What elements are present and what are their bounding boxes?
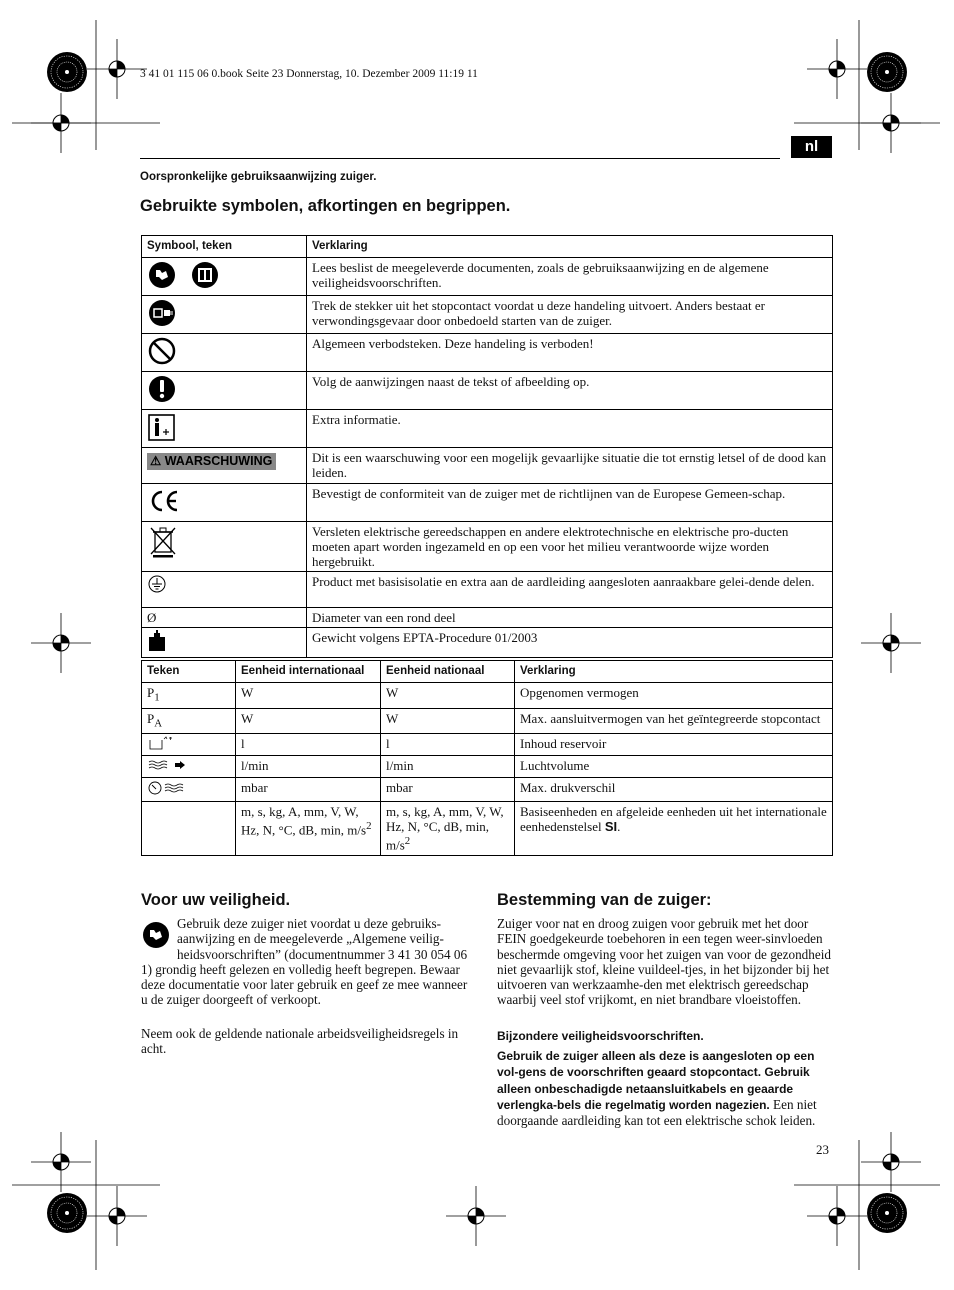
language-tab: nl xyxy=(791,136,832,158)
units-table xyxy=(141,660,833,856)
table-row xyxy=(142,608,833,628)
special-safety-text xyxy=(497,1048,834,1128)
column-header: Eenheid internationaal xyxy=(236,661,381,683)
sign-cell xyxy=(142,734,236,756)
intl-unit-cell xyxy=(236,802,381,855)
intl-unit-cell: mbar xyxy=(236,778,381,802)
purpose-paragraph: Zuiger voor nat en droog zuigen voor gebruik met het door FEIN goedgekeurde toebehoren in een tegen weer-sinvloeden beschermde omgeving voor het zuigen van voor de gezondheid niet gevaarlijk stof, kleine vuildeel-tjes, in het bijzonder bij het uitvoeren van werkzaamhe-den met elektrisch gereedschap waarbij veel stof vrijkomt, en niet brandbare vloeistoffen. xyxy=(497,916,831,1008)
sign: P xyxy=(147,685,155,700)
table-row xyxy=(142,448,833,484)
table-row xyxy=(142,334,833,372)
sign: P xyxy=(147,710,155,726)
symbol-cell xyxy=(142,448,307,484)
header-rule xyxy=(140,158,780,159)
intl-unit-cell: W xyxy=(236,708,381,734)
intl-unit-cell: W xyxy=(236,683,381,709)
explanation-cell: Dit is een waarschuwing voor een mogelijk gevaarlijke situatie die tot ernstig letsel of de dood kan leiden. xyxy=(307,448,833,484)
column-header: Symbool, teken xyxy=(142,236,307,258)
table-row xyxy=(142,572,833,608)
info-icon xyxy=(147,412,177,442)
table-row xyxy=(142,372,833,410)
table-row xyxy=(142,484,833,522)
explanation-cell: Lees beslist de meegeleverde documenten, zoals de gebruiksaanwijzing en de algemene veiligheidsvoorschriften. xyxy=(307,258,833,296)
unit-superscript: 2 xyxy=(366,820,372,833)
weight-icon xyxy=(147,630,167,652)
sign-cell xyxy=(142,778,236,802)
bold-instruction: Gebruik de zuiger alleen als deze is aangesloten op een vol-gens de voorschriften geaard stopcontact. Gebruik alleen onbeschadigde netaansluitkabels en geaarde verlengka-bels die regelmatig worden nagezien. xyxy=(497,1049,815,1112)
unit-superscript: 2 xyxy=(404,835,411,848)
symbol-cell xyxy=(142,484,307,522)
symbol-cell xyxy=(142,572,307,608)
table-row xyxy=(142,734,833,756)
special-safety-heading: Bijzondere veiligheidsvoorschriften. xyxy=(497,1029,704,1043)
nat-unit-cell: W xyxy=(381,683,515,709)
weee-bin-icon xyxy=(147,524,179,558)
subtitle: Oorspronkelijke gebruiksaanwijzing zuiger. xyxy=(140,171,377,183)
description-cell: Max. aansluitvermogen van het geïntegreerde stopcontact xyxy=(515,708,833,734)
book-line: 3 41 01 115 06 0.book Seite 23 Donnerstag, 10. Dezember 2009 11:19 11 xyxy=(140,68,478,80)
description-cell: Opgenomen vermogen xyxy=(515,683,833,709)
si-label: SI xyxy=(604,819,618,835)
column-header: Teken xyxy=(142,661,236,683)
symbol-cell xyxy=(142,258,307,296)
page-title: Gebruikte symbolen, afkortingen en begrippen. xyxy=(140,197,511,215)
sign-cell xyxy=(142,756,236,778)
unplug-icon xyxy=(147,298,177,328)
airflow-icon xyxy=(147,758,187,772)
table-row xyxy=(142,802,833,855)
ground-icon xyxy=(147,574,167,594)
explanation-cell: Versleten elektrische gereedschappen en andere elektrotechnische en elektrische pro-ducten moeten apart worden ingezameld en op een voor het milieu verantwoorde wijze worden hergebruikt. xyxy=(307,522,833,572)
explanation-cell: Diameter van een rond deel xyxy=(307,608,833,628)
description-end: . xyxy=(617,819,621,835)
nat-unit-cell: W xyxy=(381,708,515,734)
table-row xyxy=(142,708,833,734)
description-cell xyxy=(515,802,833,855)
column-header: Eenheid nationaal xyxy=(381,661,515,683)
warning-badge xyxy=(147,453,276,470)
nat-unit-cell: mbar xyxy=(381,778,515,802)
read-manual-icon xyxy=(147,260,221,290)
table-row xyxy=(142,522,833,572)
explanation-cell: Algemeen verbodsteken. Deze handeling is verboden! xyxy=(307,334,833,372)
warning-triangle-icon: ⚠ xyxy=(150,454,162,468)
explanation-cell: Gewicht volgens EPTA-Procedure 01/2003 xyxy=(307,628,833,658)
explanation-cell: Extra informatie. xyxy=(307,410,833,448)
sign-cell xyxy=(142,802,236,855)
ce-mark-icon xyxy=(147,486,181,516)
description-cell: Max. drukverschil xyxy=(515,778,833,802)
intl-unit-cell: l/min xyxy=(236,756,381,778)
safety-paragraph-2: Neem ook de geldende nationale arbeidsveiligheidsregels in acht. xyxy=(141,1026,459,1057)
pressure-icon xyxy=(147,780,191,796)
column-header: Verklaring xyxy=(515,661,833,683)
nat-unit-cell: l/min xyxy=(381,756,515,778)
sign-cell xyxy=(142,683,236,709)
table-header-row xyxy=(142,236,833,258)
nat-unit-cell xyxy=(381,802,515,855)
symbol-cell xyxy=(142,410,307,448)
intl-unit-cell: l xyxy=(236,734,381,756)
sign-subscript: A xyxy=(154,717,163,730)
safety-heading: Voor uw veiligheid. xyxy=(141,891,291,909)
table-row xyxy=(142,778,833,802)
explanation-cell: Volg de aanwijzingen naast de tekst of afbeelding op. xyxy=(307,372,833,410)
prohibition-icon xyxy=(147,336,177,366)
description-cell: Luchtvolume xyxy=(515,756,833,778)
unit-list: m, s, kg, A, mm, V, W, Hz, N, °C, dB, min, m/s xyxy=(241,804,367,838)
table-row xyxy=(142,296,833,334)
symbol-cell xyxy=(142,372,307,410)
nat-unit-cell: l xyxy=(381,734,515,756)
table-row xyxy=(142,756,833,778)
symbol-cell xyxy=(142,522,307,572)
page-number: 23 xyxy=(816,1142,829,1157)
explanation-cell: Trek de stekker uit het stopcontact voordat u deze handeling uitvoert. Anders bestaat er verwondingsgevaar door onbedoeld starten van de zuiger. xyxy=(307,296,833,334)
table-row xyxy=(142,628,833,658)
description-cell: Inhoud reservoir xyxy=(515,734,833,756)
table-row xyxy=(142,410,833,448)
sign-cell xyxy=(142,708,236,734)
table-row xyxy=(142,258,833,296)
symbols-table xyxy=(141,235,833,658)
safety-paragraph xyxy=(141,916,477,1008)
safety-text: Gebruik deze zuiger niet voordat u deze gebruiks-aanwijzing en de meegeleverde „Algemene veilig-heidsvoorschriften” (documentnummer 3 41 30 054 06 1) grondig heeft gelezen en volledig heeft begrepen. Bewaar deze documentatie voor later gebruik en geef ze mee wanneer u de zuiger doorgeeft of verkoopt. xyxy=(141,916,468,1008)
unit-list: m, s, kg, A, mm, V, W, Hz, N, °C, dB, min, m/s xyxy=(386,804,504,853)
explanation-cell: Bevestigt de conformiteit van de zuiger met de richtlijnen van de Europese Gemeen-schap. xyxy=(307,484,833,522)
table-header-row xyxy=(142,661,833,683)
explanation-cell: Product met basisisolatie en extra aan de aardleiding aangesloten aanraakbare gelei-dende delen. xyxy=(307,572,833,608)
table-row xyxy=(142,683,833,709)
symbol-cell xyxy=(142,296,307,334)
symbol-cell xyxy=(142,628,307,658)
tank-icon xyxy=(147,736,173,750)
sign-subscript: 1 xyxy=(154,691,160,704)
symbol-cell: Ø xyxy=(142,608,307,628)
symbol-cell xyxy=(142,334,307,372)
warning-label: WAARSCHUWING xyxy=(164,454,273,468)
column-header: Verklaring xyxy=(307,236,833,258)
normal-instruction: Een niet doorgaande aardleiding kan tot een elektrische schok leiden. xyxy=(497,1096,817,1129)
exclamation-icon xyxy=(147,374,177,404)
description-text: Basiseenheden en afgeleide eenheden uit het internationale eenhedenstelsel xyxy=(520,804,827,835)
purpose-heading: Bestemming van de zuiger: xyxy=(497,891,712,909)
